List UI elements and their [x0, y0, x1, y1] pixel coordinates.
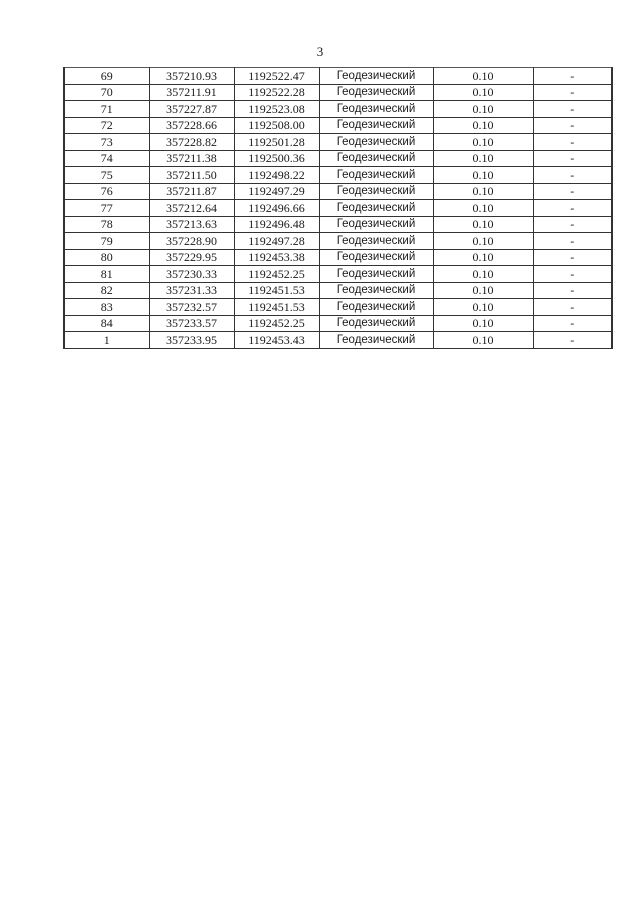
table-row	[64, 249, 612, 266]
x-coordinate-cell: 357233.57	[149, 315, 234, 332]
accuracy-cell: 0.10	[433, 150, 533, 167]
method-cell: Геодезический	[319, 150, 433, 167]
y-coordinate-cell: 1192497.29	[234, 183, 319, 200]
note-cell: -	[533, 68, 612, 85]
x-coordinate-cell: 357229.95	[149, 249, 234, 266]
point-number-cell: 1	[64, 332, 149, 349]
x-coordinate-cell: 357211.91	[149, 84, 234, 101]
x-coordinate-cell: 357233.95	[149, 332, 234, 349]
table-row	[64, 117, 612, 134]
table-row	[64, 332, 612, 349]
point-number-cell: 69	[64, 68, 149, 85]
method-cell: Геодезический	[319, 183, 433, 200]
method-cell: Геодезический	[319, 233, 433, 250]
note-cell: -	[533, 200, 612, 217]
accuracy-cell: 0.10	[433, 233, 533, 250]
y-coordinate-cell: 1192453.38	[234, 249, 319, 266]
y-coordinate-cell: 1192452.25	[234, 266, 319, 283]
method-cell: Геодезический	[319, 266, 433, 283]
accuracy-cell: 0.10	[433, 167, 533, 184]
note-cell: -	[533, 315, 612, 332]
table-row	[64, 68, 612, 85]
y-coordinate-cell: 1192501.28	[234, 134, 319, 151]
x-coordinate-cell: 357228.90	[149, 233, 234, 250]
point-number-cell: 76	[64, 183, 149, 200]
method-cell: Геодезический	[319, 68, 433, 85]
coordinates-table	[63, 67, 613, 349]
y-coordinate-cell: 1192453.43	[234, 332, 319, 349]
table-row	[64, 150, 612, 167]
note-cell: -	[533, 282, 612, 299]
method-cell: Геодезический	[319, 200, 433, 217]
y-coordinate-cell: 1192451.53	[234, 282, 319, 299]
note-cell: -	[533, 150, 612, 167]
y-coordinate-cell: 1192522.28	[234, 84, 319, 101]
method-cell: Геодезический	[319, 249, 433, 266]
accuracy-cell: 0.10	[433, 315, 533, 332]
y-coordinate-cell: 1192452.25	[234, 315, 319, 332]
point-number-cell: 73	[64, 134, 149, 151]
x-coordinate-cell: 357228.82	[149, 134, 234, 151]
table-row	[64, 282, 612, 299]
coordinates-table-body	[64, 68, 612, 349]
accuracy-cell: 0.10	[433, 249, 533, 266]
y-coordinate-cell: 1192522.47	[234, 68, 319, 85]
y-coordinate-cell: 1192500.36	[234, 150, 319, 167]
table-row	[64, 216, 612, 233]
note-cell: -	[533, 134, 612, 151]
method-cell: Геодезический	[319, 117, 433, 134]
accuracy-cell: 0.10	[433, 266, 533, 283]
accuracy-cell: 0.10	[433, 200, 533, 217]
table-row	[64, 101, 612, 118]
table-row	[64, 183, 612, 200]
note-cell: -	[533, 183, 612, 200]
method-cell: Геодезический	[319, 101, 433, 118]
x-coordinate-cell: 357211.38	[149, 150, 234, 167]
note-cell: -	[533, 332, 612, 349]
accuracy-cell: 0.10	[433, 332, 533, 349]
y-coordinate-cell: 1192497.28	[234, 233, 319, 250]
method-cell: Геодезический	[319, 216, 433, 233]
point-number-cell: 80	[64, 249, 149, 266]
note-cell: -	[533, 84, 612, 101]
table-row	[64, 84, 612, 101]
accuracy-cell: 0.10	[433, 183, 533, 200]
point-number-cell: 83	[64, 299, 149, 316]
note-cell: -	[533, 101, 612, 118]
table-row	[64, 299, 612, 316]
point-number-cell: 82	[64, 282, 149, 299]
x-coordinate-cell: 357210.93	[149, 68, 234, 85]
note-cell: -	[533, 249, 612, 266]
accuracy-cell: 0.10	[433, 84, 533, 101]
point-number-cell: 77	[64, 200, 149, 217]
point-number-cell: 84	[64, 315, 149, 332]
table-row	[64, 200, 612, 217]
x-coordinate-cell: 357227.87	[149, 101, 234, 118]
accuracy-cell: 0.10	[433, 299, 533, 316]
point-number-cell: 72	[64, 117, 149, 134]
table-row	[64, 167, 612, 184]
method-cell: Геодезический	[319, 84, 433, 101]
y-coordinate-cell: 1192498.22	[234, 167, 319, 184]
y-coordinate-cell: 1192523.08	[234, 101, 319, 118]
note-cell: -	[533, 117, 612, 134]
x-coordinate-cell: 357232.57	[149, 299, 234, 316]
point-number-cell: 81	[64, 266, 149, 283]
table-row	[64, 233, 612, 250]
y-coordinate-cell: 1192496.48	[234, 216, 319, 233]
point-number-cell: 78	[64, 216, 149, 233]
page-number: 3	[316, 44, 324, 59]
x-coordinate-cell: 357228.66	[149, 117, 234, 134]
point-number-cell: 71	[64, 101, 149, 118]
x-coordinate-cell: 357231.33	[149, 282, 234, 299]
table-row	[64, 134, 612, 151]
method-cell: Геодезический	[319, 332, 433, 349]
accuracy-cell: 0.10	[433, 68, 533, 85]
method-cell: Геодезический	[319, 167, 433, 184]
x-coordinate-cell: 357211.87	[149, 183, 234, 200]
x-coordinate-cell: 357213.63	[149, 216, 234, 233]
note-cell: -	[533, 167, 612, 184]
method-cell: Геодезический	[319, 299, 433, 316]
accuracy-cell: 0.10	[433, 216, 533, 233]
point-number-cell: 74	[64, 150, 149, 167]
accuracy-cell: 0.10	[433, 117, 533, 134]
note-cell: -	[533, 233, 612, 250]
method-cell: Геодезический	[319, 282, 433, 299]
point-number-cell: 70	[64, 84, 149, 101]
method-cell: Геодезический	[319, 315, 433, 332]
y-coordinate-cell: 1192496.66	[234, 200, 319, 217]
y-coordinate-cell: 1192508.00	[234, 117, 319, 134]
accuracy-cell: 0.10	[433, 101, 533, 118]
accuracy-cell: 0.10	[433, 282, 533, 299]
note-cell: -	[533, 216, 612, 233]
note-cell: -	[533, 266, 612, 283]
y-coordinate-cell: 1192451.53	[234, 299, 319, 316]
table-row	[64, 315, 612, 332]
table-row	[64, 266, 612, 283]
point-number-cell: 79	[64, 233, 149, 250]
x-coordinate-cell: 357211.50	[149, 167, 234, 184]
method-cell: Геодезический	[319, 134, 433, 151]
note-cell: -	[533, 299, 612, 316]
accuracy-cell: 0.10	[433, 134, 533, 151]
x-coordinate-cell: 357230.33	[149, 266, 234, 283]
x-coordinate-cell: 357212.64	[149, 200, 234, 217]
point-number-cell: 75	[64, 167, 149, 184]
